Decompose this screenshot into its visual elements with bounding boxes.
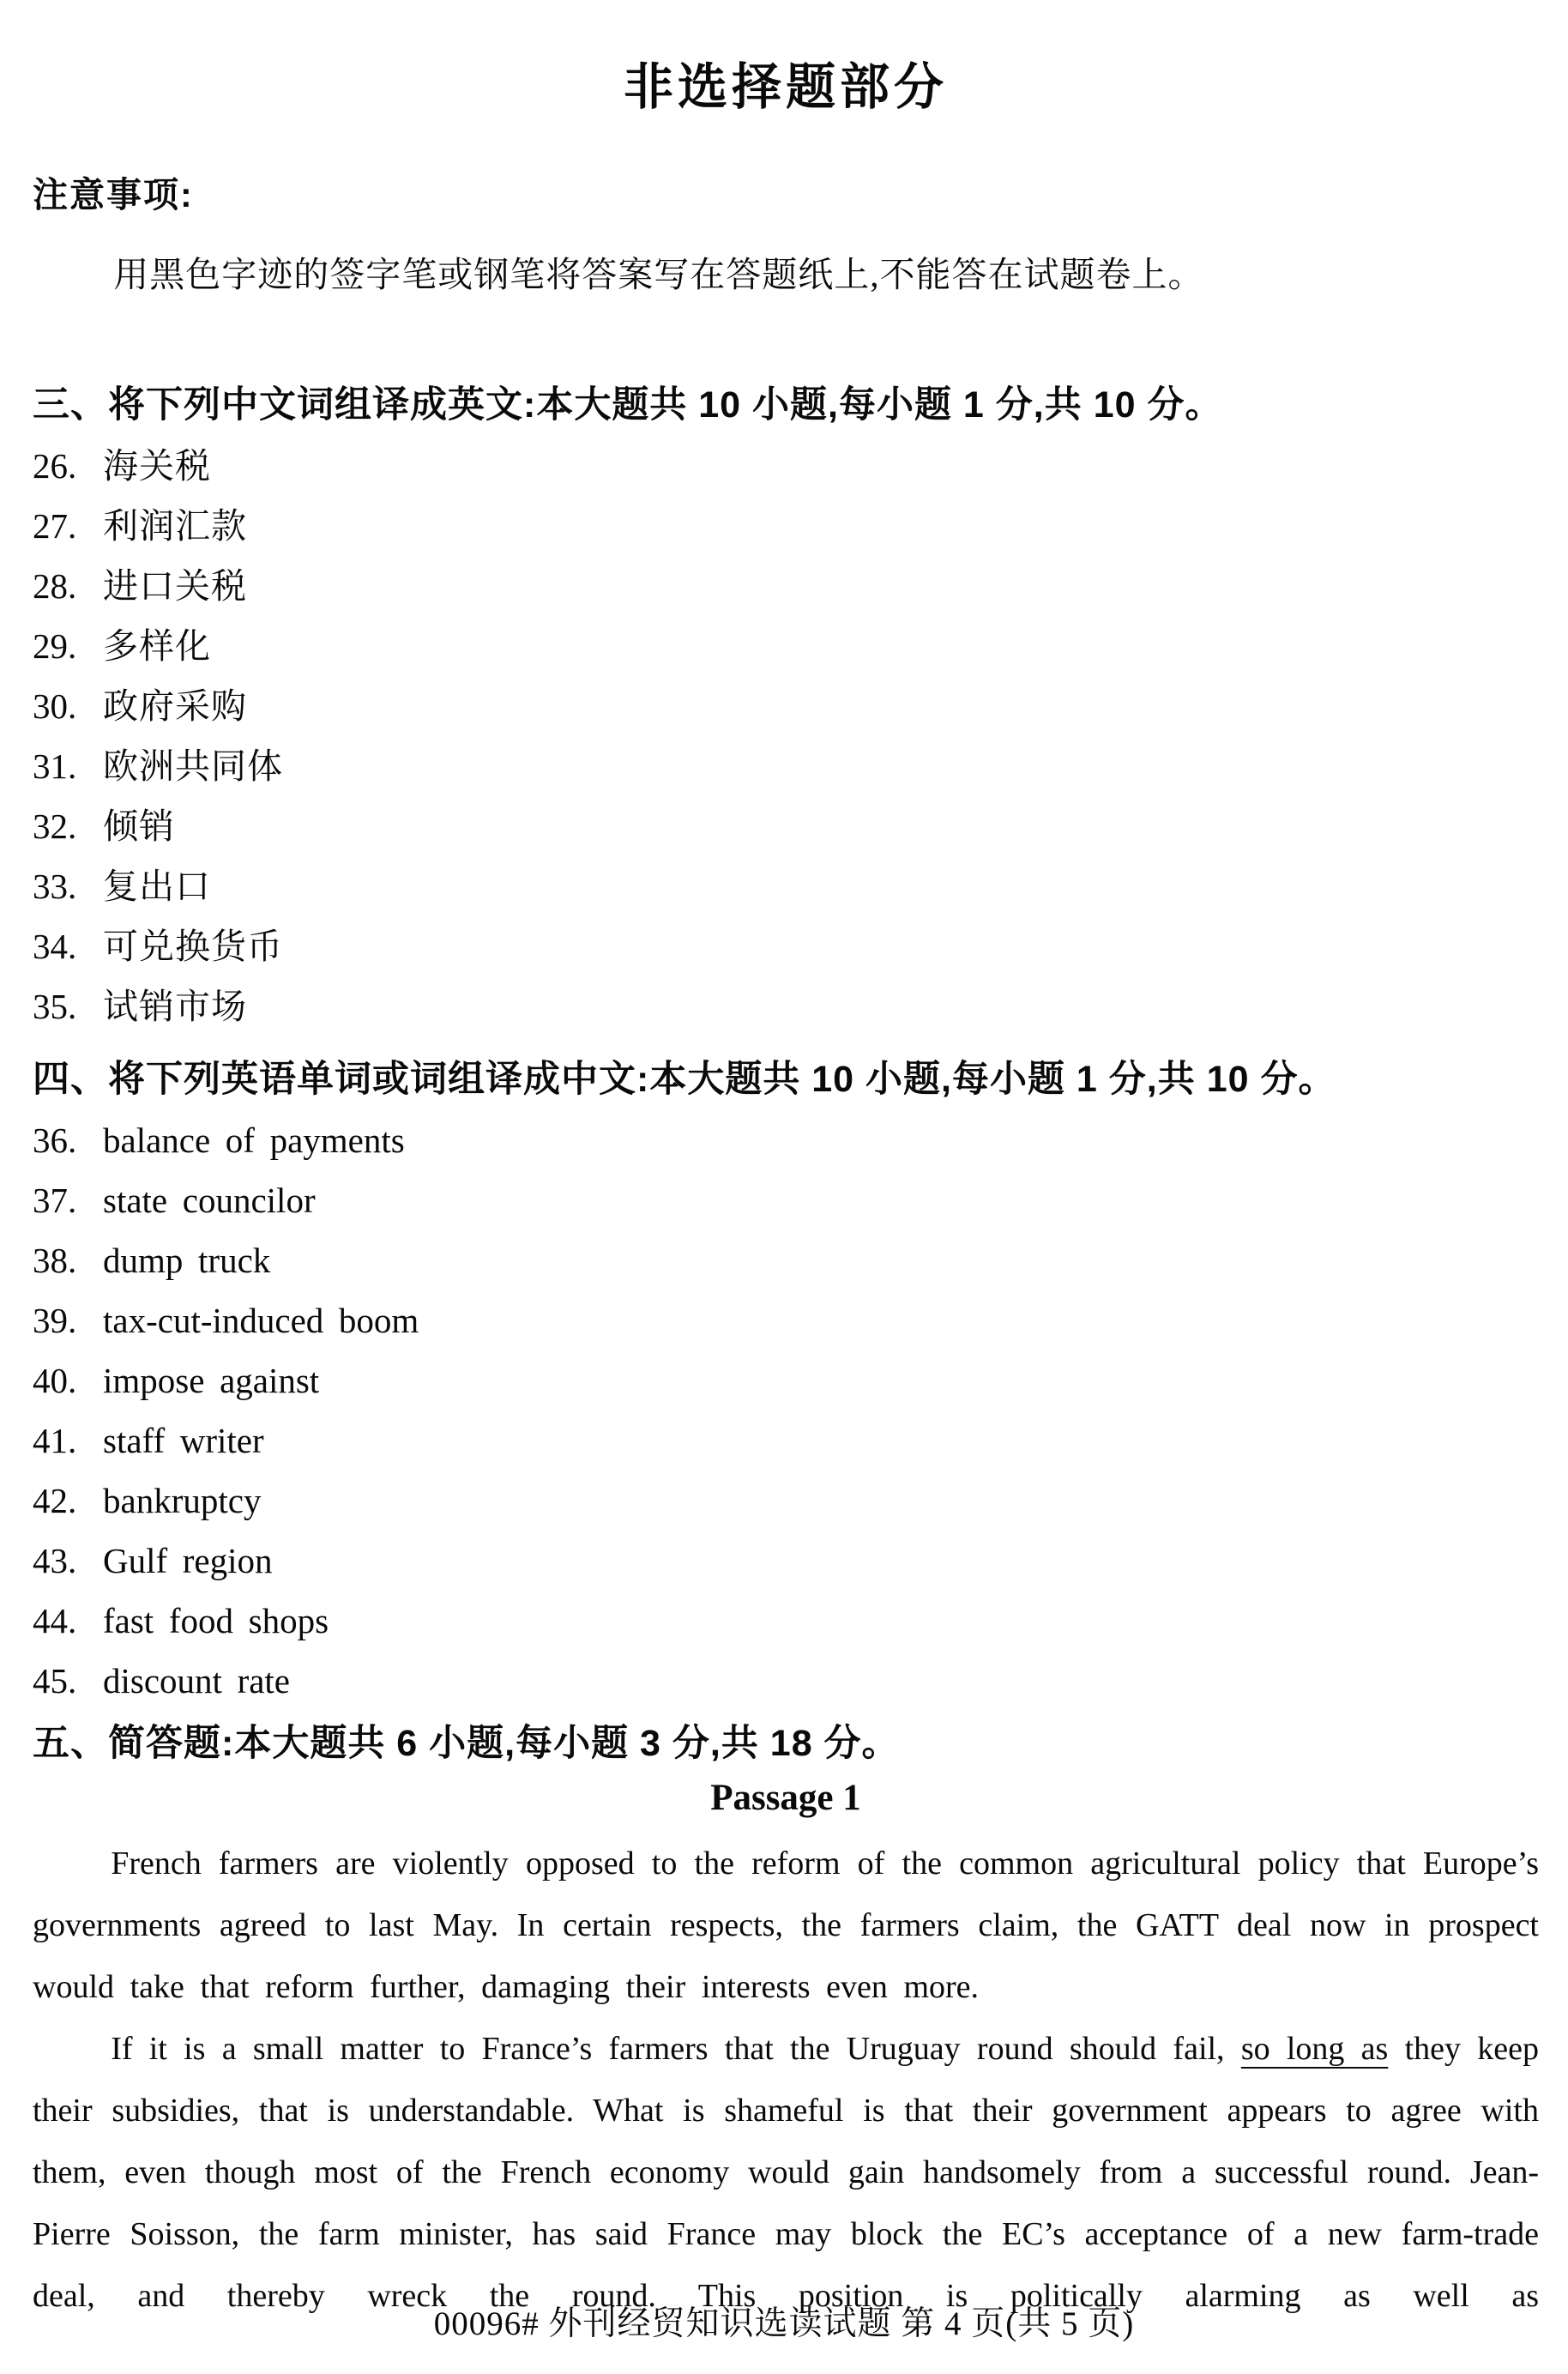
question-number: 40. — [33, 1360, 77, 1400]
question-text: Gulf region — [103, 1540, 273, 1580]
question-item — [33, 1350, 1539, 1411]
question-number: 38. — [33, 1240, 77, 1280]
question-number: 35. — [33, 986, 77, 1026]
question-text: discount rate — [103, 1660, 291, 1700]
question-number: 34. — [33, 926, 77, 966]
paragraph-text: If it is a small matter to France’s farmers that the Uruguay round should fail, — [111, 2031, 1241, 2068]
page-title: 非选择题部分 — [623, 59, 948, 115]
question-item — [33, 496, 1539, 556]
question-text: dump truck — [103, 1240, 271, 1280]
question-item — [33, 556, 1539, 616]
question-item — [33, 1471, 1539, 1531]
question-item — [33, 1230, 1539, 1290]
question-item — [33, 796, 1539, 856]
question-item — [33, 1170, 1539, 1230]
page-footer: 00096# 外刊经贸知识选读试题 第 4 页(共 5 页) — [433, 2305, 1135, 2342]
passage-1 — [33, 1777, 1539, 2327]
question-text: 倾销 — [103, 806, 175, 846]
question-item — [33, 1110, 1539, 1170]
question-item — [33, 1290, 1539, 1350]
section-3 — [33, 383, 1539, 1036]
question-text: balance of payments — [103, 1120, 405, 1160]
question-item — [33, 1411, 1539, 1471]
question-number: 39. — [33, 1300, 77, 1340]
question-item — [33, 1531, 1539, 1591]
paragraph-text: they keep their subsidies, that is understandable. What is shameful is that their government appears to agree with them, even though most of the French economy would gain handsomely from a successful round. Jean-Pierre Soisson, the farm minister, has said France may block the EC’s acceptance of a new farm-trade deal, and thereby wreck the round. This position is politically alarming as well as — [33, 2031, 1539, 2315]
question-text: bankruptcy — [103, 1480, 262, 1520]
notice-heading: 注意事项: — [33, 175, 194, 214]
question-text: impose against — [103, 1360, 320, 1400]
question-text: 进口关税 — [103, 565, 247, 606]
question-text: fast food shops — [103, 1600, 329, 1640]
underlined-phrase: so long as — [1240, 2031, 1389, 2068]
question-text: staff writer — [103, 1420, 264, 1460]
question-number: 28. — [33, 565, 77, 606]
question-number: 45. — [33, 1660, 77, 1700]
section4-heading: 四、将下列英语单词或词组译成中文:本大题共 10 小题,每小题 1 分,共 10 分。 — [33, 1058, 1336, 1100]
passage-paragraph-2 — [33, 2018, 1539, 2327]
question-number: 44. — [33, 1600, 77, 1640]
question-text: 利润汇款 — [103, 505, 247, 546]
question-item — [33, 1651, 1539, 1711]
question-number: 33. — [33, 866, 77, 906]
question-number: 30. — [33, 686, 77, 726]
section4-question-list — [33, 1110, 1539, 1711]
question-number: 26. — [33, 445, 77, 486]
question-text: 欧洲共同体 — [103, 746, 283, 786]
question-text: 多样化 — [103, 625, 211, 666]
section3-question-list — [33, 436, 1539, 1036]
section-5 — [33, 1721, 1539, 2328]
question-number: 37. — [33, 1180, 77, 1220]
question-item — [33, 916, 1539, 976]
question-text: 复出口 — [103, 866, 211, 906]
question-item — [33, 976, 1539, 1036]
question-number: 43. — [33, 1540, 77, 1580]
question-number: 32. — [33, 806, 77, 846]
question-item — [33, 436, 1539, 496]
question-text: 海关税 — [103, 445, 211, 486]
question-number: 36. — [33, 1120, 77, 1160]
question-item — [33, 856, 1539, 916]
question-item — [33, 1591, 1539, 1651]
notice-section — [33, 166, 1539, 297]
question-text: tax-cut-induced boom — [103, 1300, 419, 1340]
notice-body: 用黑色字迹的签字笔或钢笔将答案写在答题纸上,不能答在试题卷上。 — [113, 255, 1204, 294]
question-item — [33, 736, 1539, 796]
passage-paragraph-1: French farmers are violently opposed to the reform of the common agricultural policy that Europe’s governments agreed to last May. In certain respects, the farmers claim, the GATT deal now in prospect would take that reform further, damaging their interests even more. — [33, 1845, 1539, 2006]
question-number: 42. — [33, 1480, 77, 1520]
section-4 — [33, 1057, 1539, 1711]
question-text: 政府采购 — [103, 686, 247, 726]
section5-heading: 五、简答题:本大题共 6 小题,每小题 3 分,共 18 分。 — [33, 1722, 900, 1764]
question-item — [33, 616, 1539, 676]
question-text: 试销市场 — [103, 986, 247, 1026]
question-number: 41. — [33, 1420, 77, 1460]
question-number: 29. — [33, 625, 77, 666]
passage-title: Passage 1 — [710, 1778, 861, 1819]
question-number: 27. — [33, 505, 77, 546]
question-text: state councilor — [103, 1180, 316, 1220]
question-item — [33, 676, 1539, 736]
question-text: 可兑换货币 — [103, 926, 283, 966]
question-number: 31. — [33, 746, 77, 786]
section3-heading: 三、将下列中文词组译成英文:本大题共 10 小题,每小题 1 分,共 10 分。 — [33, 384, 1223, 426]
